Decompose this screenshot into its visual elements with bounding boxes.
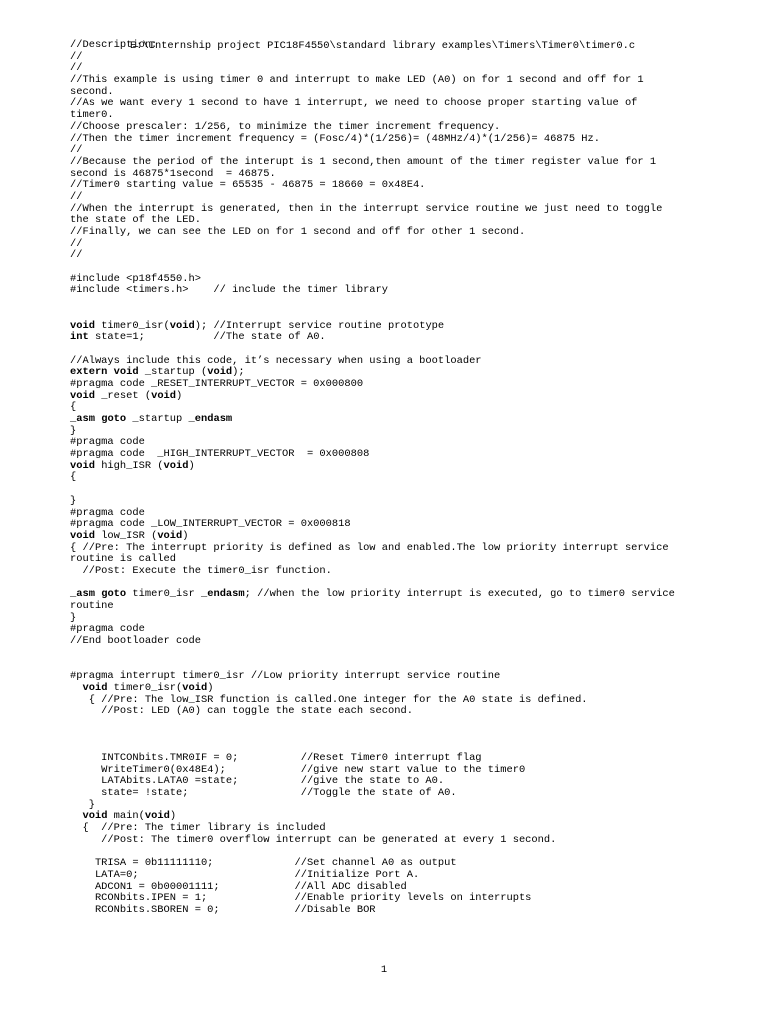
code-line: #pragma code _HIGH_INTERRUPT_VECTOR = 0x000808 bbox=[70, 448, 370, 461]
code-line: //Finally, we can see the LED on for 1 second and off for other 1 second. bbox=[70, 226, 526, 238]
code-line: LATA=0; //Initialize Port A. bbox=[70, 868, 420, 881]
code-line bbox=[70, 262, 710, 274]
code-line: WriteTimer0(0x48E4); //give new start value to the timer0 bbox=[70, 763, 526, 776]
code-line: } bbox=[70, 494, 77, 507]
code-line: // bbox=[70, 237, 83, 250]
code-line: void timer0_isr(void) bbox=[82, 681, 214, 694]
code-line: TRISA = 0b11111110; //Set channel A0 as output bbox=[70, 857, 457, 870]
code-line: void high_ISR (void) bbox=[70, 459, 195, 472]
code-line: //Always include this code, it’s necessary when using a bootloader bbox=[70, 354, 482, 367]
code-line: RCONbits.IPEN = 1; //Enable priority levels on interrupts bbox=[70, 892, 532, 905]
code-line: void low_ISR (void) bbox=[70, 529, 189, 542]
code-line: { bbox=[70, 471, 77, 484]
page-number: 1 bbox=[380, 964, 388, 976]
code-line: _asm goto timer0_isr _endasm; //when the low priority interrupt is executed, go to timer0 service bbox=[70, 588, 675, 601]
code-line: { bbox=[70, 401, 77, 414]
code-line: } bbox=[70, 424, 77, 437]
code-line: extern void _startup (void); bbox=[70, 366, 245, 379]
code-line: //This example is using timer 0 and interrupt to make LED (A0) on for 1 second and off for 1 bbox=[70, 74, 644, 87]
code-line bbox=[70, 648, 710, 660]
code-line: //Description: bbox=[70, 39, 158, 51]
code-line: // bbox=[70, 50, 83, 63]
code-line bbox=[70, 309, 710, 321]
code-line: _asm goto _startup _endasm bbox=[70, 413, 233, 425]
code-line: { //Pre: The interrupt priority is defined as low and enabled.The low priority interrupt service bbox=[70, 541, 669, 554]
code-line: #pragma code bbox=[70, 623, 145, 636]
code-line: #pragma interrupt timer0_isr //Low priority interrupt service routine bbox=[70, 670, 501, 683]
code-line: // bbox=[70, 249, 83, 262]
code-line: { //Pre: The timer library is included bbox=[70, 822, 326, 835]
code-line: void timer0_isr(void); //Interrupt service routine prototype bbox=[70, 319, 445, 332]
code-line: void main(void) bbox=[82, 810, 177, 823]
code-line: #pragma code bbox=[70, 506, 145, 519]
code-line: //Timer0 starting value = 65535 - 46875 = 18660 = 0x48E4. bbox=[70, 179, 426, 192]
code-line bbox=[70, 718, 710, 730]
code-line: } bbox=[70, 798, 95, 811]
code-line: second is 46875*1second = 46875. bbox=[70, 167, 276, 180]
code-line bbox=[70, 730, 710, 742]
code-line: state= !state; //Toggle the state of A0. bbox=[70, 787, 457, 799]
source-code-listing bbox=[70, 40, 710, 917]
code-line bbox=[70, 344, 710, 356]
file-path-header: E:\Internship project PIC18F4550\standard library examples\Timers\Timer0\timer0.c bbox=[130, 40, 636, 52]
code-line: { //Pre: The low_ISR function is called.One integer for the A0 state is defined. bbox=[70, 693, 588, 706]
code-line: second. bbox=[70, 85, 114, 98]
code-line: #pragma code bbox=[70, 436, 145, 449]
code-line: //When the interrupt is generated, then in the interrupt service routine we just need to toggle bbox=[70, 202, 663, 215]
code-line: routine bbox=[70, 600, 114, 612]
code-line: } bbox=[70, 611, 77, 624]
code-line: #pragma code _RESET_INTERRUPT_VECTOR = 0x000800 bbox=[70, 377, 364, 390]
code-line: INTCONbits.TMR0IF = 0; //Reset Timer0 interrupt flag bbox=[70, 751, 482, 764]
code-line: //Because the period of the interupt is 1 second,then amount of the timer register value for 1 bbox=[70, 155, 657, 168]
code-line: RCONbits.SBOREN = 0; //Disable BOR bbox=[70, 903, 376, 916]
code-line: // bbox=[70, 62, 83, 75]
code-line: // bbox=[70, 190, 83, 203]
code-line bbox=[70, 484, 710, 496]
code-line: #include <timers.h> // include the timer library bbox=[70, 284, 389, 297]
code-line: the state of the LED. bbox=[70, 214, 201, 227]
code-line bbox=[70, 297, 710, 309]
code-line: #include <p18f4550.h> bbox=[70, 272, 201, 285]
code-line: timer0. bbox=[70, 109, 114, 122]
code-line: //End bootloader code bbox=[70, 635, 201, 648]
code-line: //Post: The timer0 overflow interrupt can be generated at every 1 second. bbox=[70, 833, 557, 846]
code-line: //Post: LED (A0) can toggle the state each second. bbox=[70, 705, 413, 718]
code-line: //Choose prescaler: 1/256, to minimize the timer increment frequency. bbox=[70, 120, 501, 133]
code-line: #pragma code _LOW_INTERRUPT_VECTOR = 0x000818 bbox=[70, 518, 351, 531]
code-line: ADCON1 = 0b00001111; //All ADC disabled bbox=[70, 880, 407, 893]
code-line: routine is called bbox=[70, 553, 177, 566]
code-line: void _reset (void) bbox=[70, 389, 183, 402]
code-line: //As we want every 1 second to have 1 interrupt, we need to choose proper starting value of bbox=[70, 97, 638, 110]
code-line: //Post: Execute the timer0_isr function. bbox=[70, 564, 332, 577]
code-line: LATAbits.LATA0 =state; //give the state to A0. bbox=[70, 775, 445, 788]
code-line: int state=1; //The state of A0. bbox=[70, 331, 326, 344]
code-line: //Then the timer increment frequency = (Fosc/4)*(1/256)= (48MHz/4)*(1/256)= 46875 Hz. bbox=[70, 132, 601, 145]
code-line: // bbox=[70, 144, 83, 157]
